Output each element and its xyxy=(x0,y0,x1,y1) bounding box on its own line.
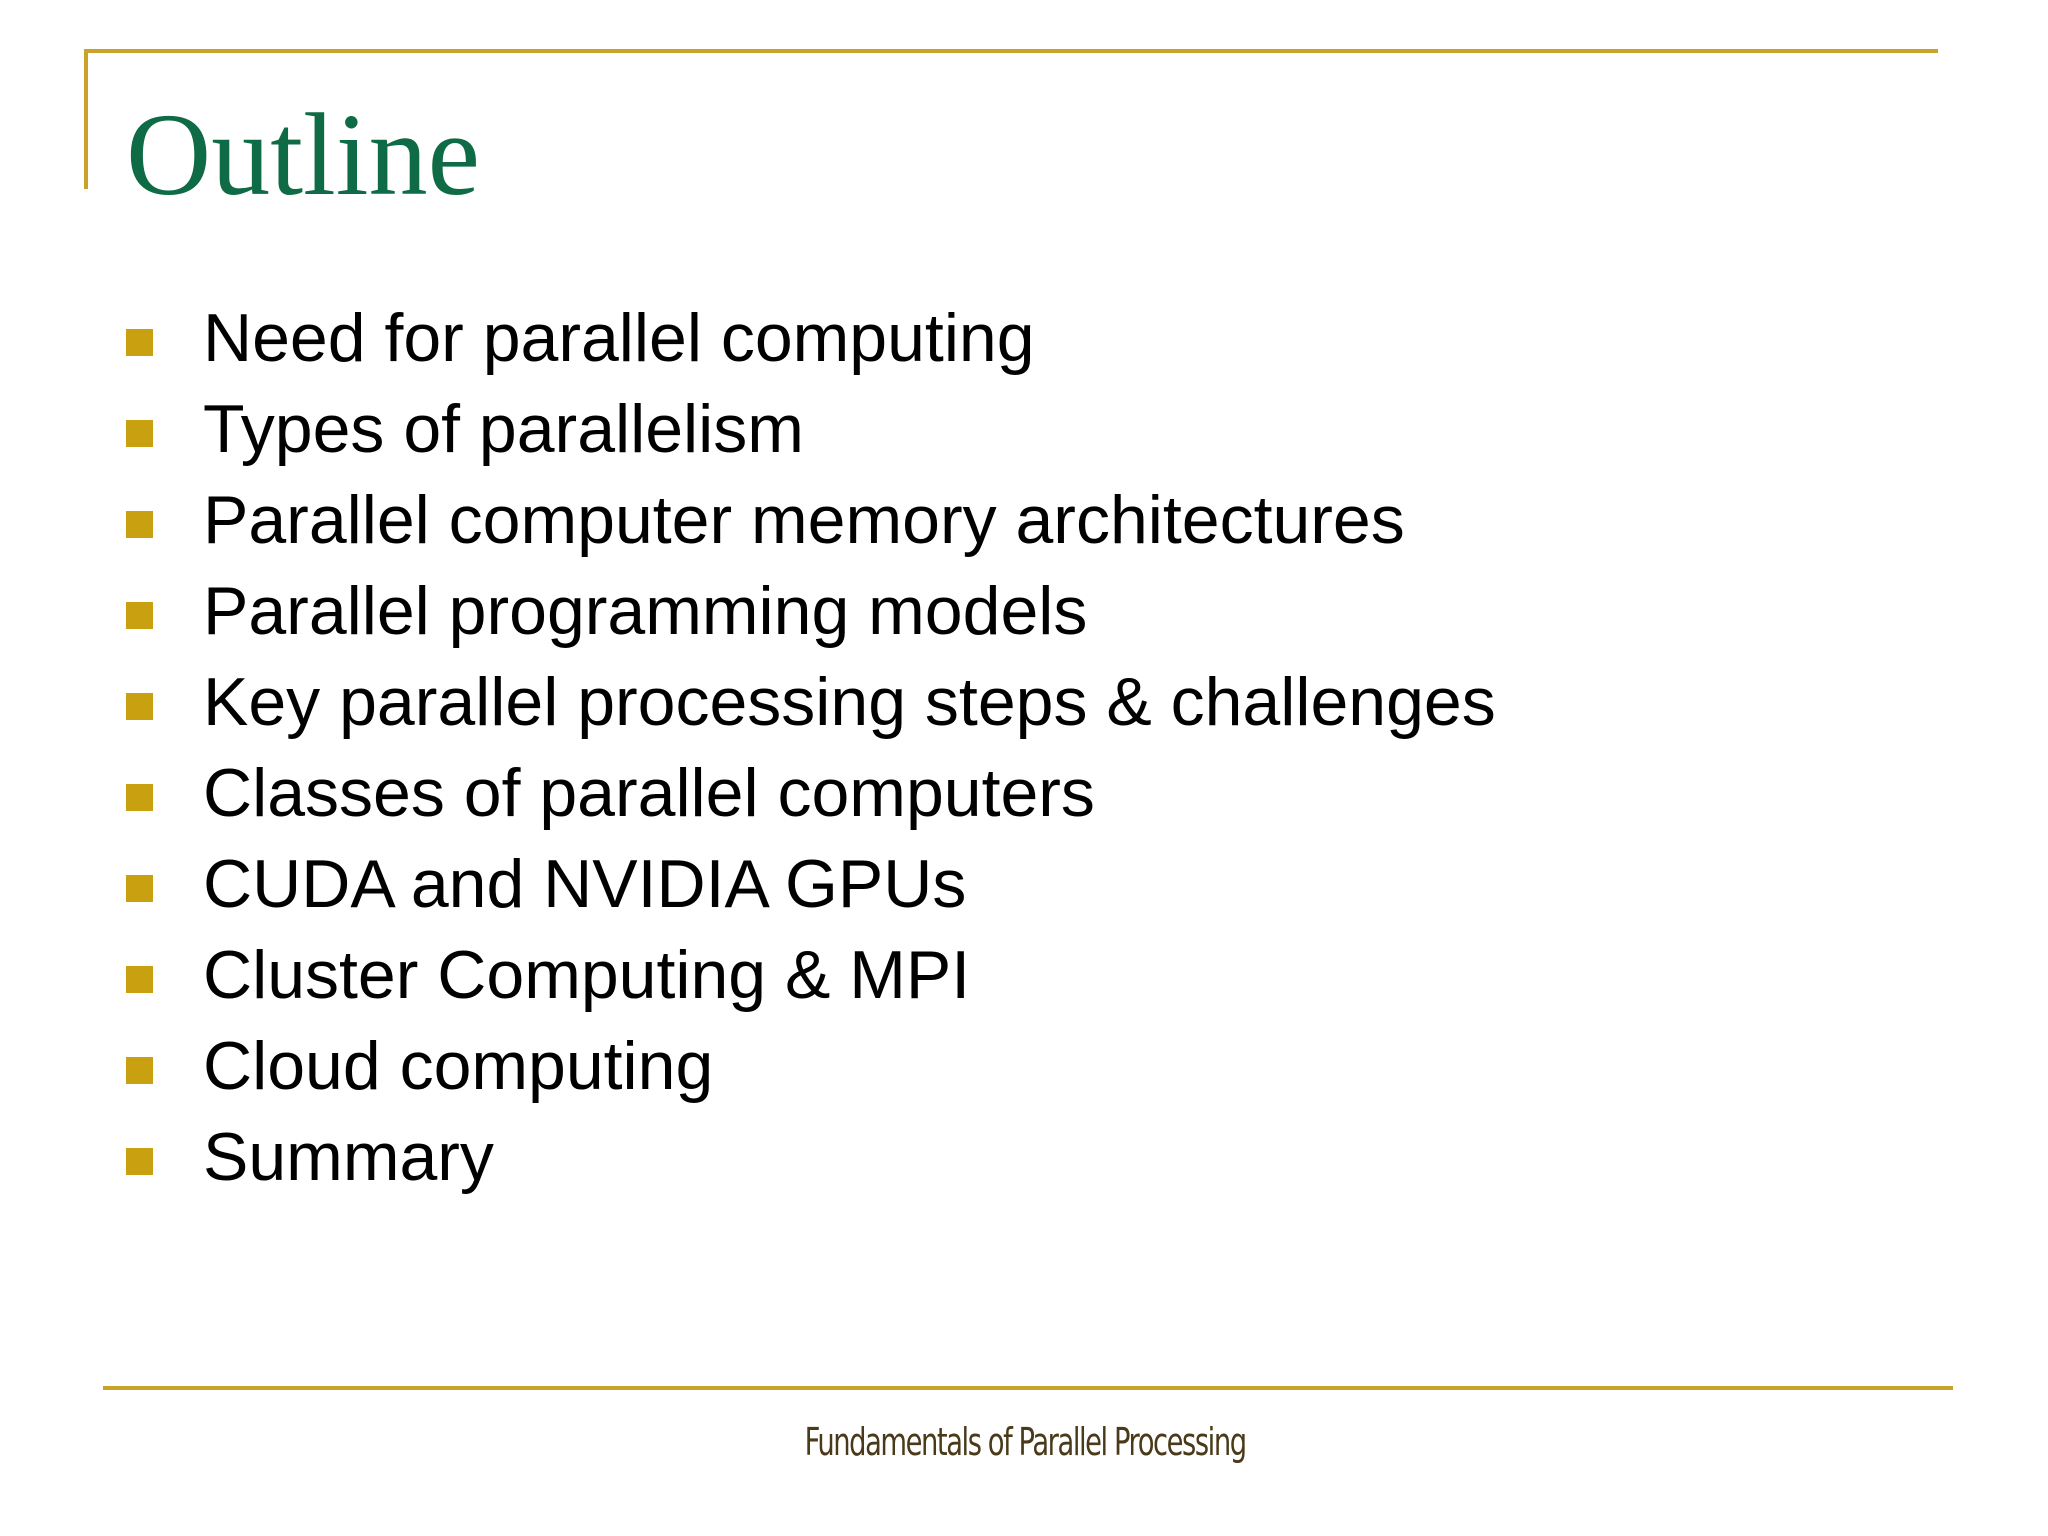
bullet-text: Cloud computing xyxy=(203,1027,714,1104)
list-item xyxy=(126,929,1496,1020)
square-bullet-icon xyxy=(126,420,153,447)
bullet-text: CUDA and NVIDIA GPUs xyxy=(203,845,967,922)
list-item xyxy=(126,1020,1496,1111)
bullet-text: Summary xyxy=(203,1118,494,1195)
list-item xyxy=(126,1111,1496,1202)
square-bullet-icon xyxy=(126,1057,153,1084)
list-item xyxy=(126,565,1496,656)
bullet-text: Cluster Computing & MPI xyxy=(203,936,971,1013)
list-item xyxy=(126,474,1496,565)
square-bullet-icon xyxy=(126,511,153,538)
square-bullet-icon xyxy=(126,966,153,993)
slide-footer: Fundamentals of Parallel Processing xyxy=(804,1420,1246,1464)
bullet-text: Need for parallel computing xyxy=(203,299,1035,376)
slide-title: Outline xyxy=(126,89,480,220)
left-rule xyxy=(84,49,88,189)
list-item xyxy=(126,747,1496,838)
square-bullet-icon xyxy=(126,329,153,356)
list-item xyxy=(126,383,1496,474)
square-bullet-icon xyxy=(126,784,153,811)
square-bullet-icon xyxy=(126,602,153,629)
bullet-text: Key parallel processing steps & challenges xyxy=(203,663,1496,740)
square-bullet-icon xyxy=(126,1148,153,1175)
bullet-text: Parallel programming models xyxy=(203,572,1088,649)
square-bullet-icon xyxy=(126,875,153,902)
square-bullet-icon xyxy=(126,693,153,720)
bullet-text: Types of parallelism xyxy=(203,390,804,467)
list-item xyxy=(126,838,1496,929)
bullet-list xyxy=(126,292,1496,1202)
list-item xyxy=(126,656,1496,747)
bottom-rule xyxy=(103,1386,1953,1390)
bullet-text: Classes of parallel computers xyxy=(203,754,1095,831)
bullet-text: Parallel computer memory architectures xyxy=(203,481,1405,558)
top-rule xyxy=(84,49,1938,53)
list-item xyxy=(126,292,1496,383)
